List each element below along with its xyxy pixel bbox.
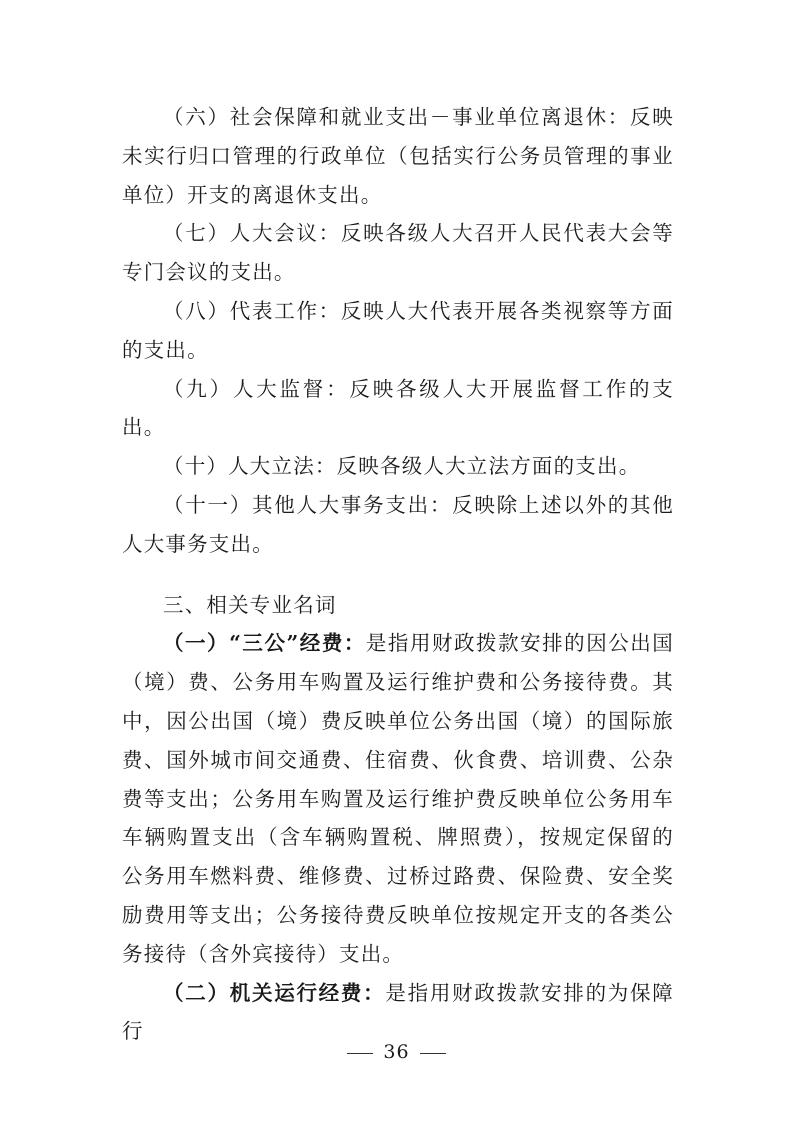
- section-gap: [122, 564, 674, 586]
- paragraph: （十一）其他人大事务支出：反映除上述以外的其他人大事务支出。: [122, 492, 674, 556]
- paragraph: （七）人大会议：反映各级人大召开人民代表大会等专门会议的支出。: [122, 221, 674, 285]
- term-paragraph: [122, 974, 674, 1052]
- dash-right: [420, 1053, 446, 1054]
- term-label: （一）“三公”经费：: [163, 631, 366, 656]
- term-text: 是指用财政拨款安排的为保障行: [122, 980, 674, 1044]
- dash-left: [347, 1053, 373, 1054]
- page-number: 36: [383, 1041, 410, 1063]
- term-text: 是指用财政拨款安排的因公出国（境）费、公务用车购置及运行维护费和公务接待费。其中，因公出国（境）费反映单位公务出国（境）的国际旅费、国外城市间交通费、住宿费、伙食费、培训费、公杂费等支出；公务用车购置及运行维护费反映单位公务用车车辆购置支出（含车辆购置税、牌照费），按规定保留的公务用车燃料费、维修费、过桥过路费、保险费、安全奖励费用等支出；公务接待费反映单位按规定开支的各类公务接待（含外宾接待）支出。: [122, 631, 674, 966]
- section-heading: 三、相关专业名词: [163, 592, 337, 617]
- page-footer: [0, 1041, 793, 1063]
- body-text: [122, 98, 674, 1051]
- paragraph: （十）人大立法：反映各级人大立法方面的支出。: [163, 454, 641, 479]
- term-paragraph: [122, 624, 674, 973]
- paragraph: （九）人大监督：反映各级人大开展监督工作的支出。: [122, 376, 674, 440]
- term-label: （二）机关运行经费：: [163, 980, 386, 1005]
- paragraph: （八）代表工作：反映人大代表开展各类视察等方面的支出。: [122, 298, 674, 362]
- paragraph: （六）社会保障和就业支出－事业单位离退休：反映未实行归口管理的行政单位（包括实行公务员管理的事业单位）开支的离退休支出。: [122, 105, 674, 207]
